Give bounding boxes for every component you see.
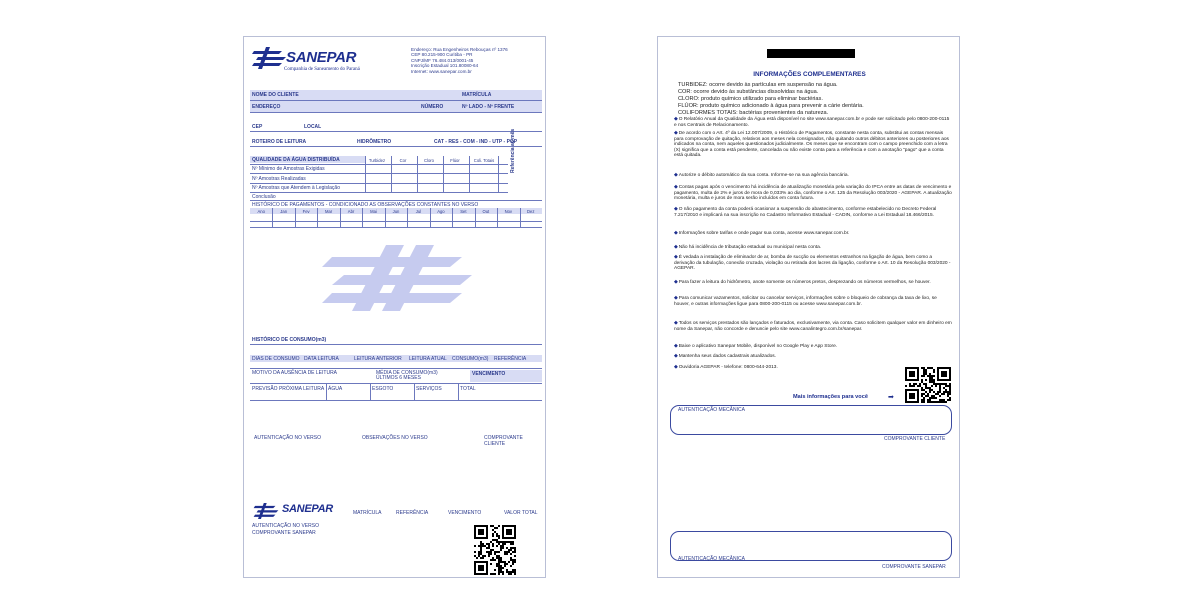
payment-month-header: Jun	[392, 209, 400, 214]
quality-row-label: Nº Amostras Realizadas	[252, 176, 306, 182]
drop-bullet-icon: ◆	[674, 280, 678, 285]
info-item: ◆O Relatório Anual da Qualidade da Água está disponível no site www.sanepar.com.br e pode ser solicitado pelo 0800-200-0115 e nos Centrais de Relacionamento.	[674, 117, 950, 128]
sanepar-logo-icon	[252, 47, 286, 69]
average-consumption-sub: ÚLTIMOS 6 MESES	[376, 375, 421, 381]
services-label: SERVIÇOS	[416, 386, 442, 392]
definitions-block: TURBIDEZ: ocorre devido às partículas em suspensão na água. COR: ocorre devido às substâncias dissolvidas na água. CLORO: produto químico utilizado para eliminar bactérias. FLÚOR: produto químico adicionado à água para prevenir a cárie dentária. COLIFORMES TOTAIS: bactérias provenientes da natureza.	[678, 82, 864, 116]
payment-month-header: Dez	[527, 209, 535, 214]
customer-name-label: NOME DO CLIENTE	[252, 92, 299, 98]
water-label: ÁGUA	[328, 386, 343, 392]
customer-receipt-label: COMPROVANTE CLIENTE	[484, 435, 523, 447]
reference-month-label: Referência ao mês	[510, 128, 516, 173]
reference-label: REFERÊNCIA	[494, 356, 527, 362]
payment-month-header: Ago	[437, 209, 445, 214]
registration-label: MATRÍCULA	[462, 92, 492, 98]
sewage-label: ESGOTO	[372, 386, 394, 392]
quality-col: Cloro	[423, 158, 434, 163]
info-item: ◆Não há incidência de tributação estadual ou municipal nesta conta.	[674, 245, 822, 250]
quality-row-label: Nº Mínimo de Amostras Exigidas	[252, 166, 325, 172]
stub-reference-label: REFERÊNCIA	[396, 510, 429, 516]
stub-registration-label: MATRÍCULA	[353, 510, 382, 516]
quality-row-label: Nº Amostras que Atendem à Legislação	[252, 185, 340, 191]
info-item: ◆Informações sobre tarifas e onde pagar sua conta, acesse www.sanepar.com.br.	[674, 231, 850, 236]
payment-month-header: Fev	[302, 209, 310, 214]
consumption-days-label: DIAS DE CONSUMO	[252, 356, 300, 362]
more-info-label: Mais informações para você	[793, 394, 868, 400]
previous-reading-label: LEITURA ANTERIOR	[354, 356, 402, 362]
redacted-bar	[767, 49, 855, 58]
water-quality-title: QUALIDADE DA ÁGUA DISTRIBUÍDA	[252, 157, 340, 163]
payment-qr-code-icon	[474, 525, 516, 575]
zip-label: CEP	[252, 124, 263, 130]
average-consumption-label: MÉDIA DE CONSUMO(m3)	[376, 370, 438, 376]
payment-month-header: Mar	[324, 209, 333, 214]
drop-bullet-icon: ◆	[674, 344, 678, 349]
quality-col: Cor	[399, 158, 407, 163]
authentication-note: AUTENTICAÇÃO NO VERSO	[254, 435, 321, 441]
drop-bullet-icon: ◆	[674, 173, 678, 178]
reading-route-label: ROTEIRO DE LEITURA	[252, 139, 307, 145]
quality-col: Flúor	[450, 158, 460, 163]
info-item: ◆Para comunicar vazamentos, solicitar ou cancelar serviços, informações sobre o bloqueio de cobrança da taxa de lixo, se houver, e outras informações ligue para 0800-200-0115 ou acesse www.sanepar.com.br.	[674, 296, 937, 307]
drop-bullet-icon: ◆	[674, 296, 678, 301]
category-label: CAT - RES - COM - IND - UTP - POP	[434, 139, 518, 145]
quality-col: Coli. Totais	[473, 158, 495, 163]
info-item: ◆Contas pagas após o vencimento há incidência de atualização monetária pela variação do IPCA entre as datas de vencimento e pagamento, multa de 2% e juros de mora de 0,033% ao dia, conforme o Art. 125 da Resolução 003/2020 - AGEPAR. A atualização monetária, multa e juros de mora serão incluídos em conta futura.	[674, 185, 952, 202]
consumption-label: CONSUMO(m3)	[452, 356, 489, 362]
side-label: Nº LADO - Nº FRENTE	[462, 104, 515, 110]
drop-bullet-icon: ◆	[674, 321, 678, 326]
missing-reading-reason-label: MOTIVO DA AUSÊNCIA DE LEITURA	[252, 370, 338, 376]
drop-bullet-icon: ◆	[674, 117, 678, 122]
stub-due-date-label: VENCIMENTO	[448, 510, 482, 516]
current-reading-label: LEITURA ATUAL	[409, 356, 447, 362]
next-reading-label: PREVISÃO PRÓXIMA LEITURA	[252, 386, 325, 392]
payment-month-header: Abr	[347, 209, 355, 214]
info-qr-code-icon	[905, 367, 951, 403]
info-item: ◆Para fazer a leitura do hidrômetro, anote somente os números pretos, desprezando os números vermelhos, se houver.	[674, 280, 931, 285]
complementary-info-title: INFORMAÇÕES COMPLEMENTARES	[753, 71, 866, 78]
meter-label: HIDRÔMETRO	[357, 139, 392, 145]
drop-bullet-icon: ◆	[674, 131, 678, 136]
info-item: ◆De acordo com o Art. 4º da Lei 12.007/2009, o Histórico de Pagamentos, constante nesta conta, substitui as contas mensais para comprovação de quitação, relativos aos meses nela consignados, não quitando outros débitos anteriores ou posteriores aos indicados na conta, nem aqueles questionados judicialmente. Os meses que se encontram com o campo preenchido com a letra (X) significa que a conta está pendente, cancelada ou não existe conta para a referência e com a anotação "pago" que a conta está quitada.	[674, 131, 949, 159]
payment-month-header: Out	[482, 209, 490, 214]
bill-front	[243, 36, 546, 578]
mechanical-authentication-label-2: AUTENTICAÇÃO MECÂNICA	[678, 556, 745, 562]
stub-total-label: VALOR TOTAL	[504, 510, 538, 516]
payment-history-title: HISTÓRICO DE PAGAMENTOS - CONDICIONADO AS OBSERVAÇÕES CONSTANTES NO VERSO	[252, 202, 479, 208]
payment-month-header: Set	[460, 209, 467, 214]
drop-bullet-icon: ◆	[674, 231, 678, 236]
reading-date-label: DATA LEITURA	[304, 356, 339, 362]
observations-note: OBSERVAÇÕES NO VERSO	[362, 435, 428, 441]
drop-bullet-icon: ◆	[674, 185, 678, 190]
payment-month-header: Jul	[415, 209, 422, 214]
due-date-label: VENCIMENTO	[472, 371, 506, 377]
back-sanepar-receipt-label: COMPROVANTE SANEPAR	[882, 564, 946, 570]
drop-bullet-icon: ◆	[674, 255, 678, 260]
bill-back	[657, 36, 960, 578]
drop-bullet-icon: ◆	[674, 354, 678, 359]
drop-bullet-icon: ◆	[674, 207, 678, 212]
stub-brand-name: SANEPAR	[282, 503, 333, 515]
payment-month-header: Jan	[280, 209, 288, 214]
drop-bullet-icon: ◆	[674, 245, 678, 250]
address-label: ENDEREÇO	[252, 104, 281, 110]
sanepar-watermark-icon	[322, 245, 472, 311]
brand-name: SANEPAR	[286, 49, 357, 66]
info-item: ◆Autorize o débito automático da sua conta. Informe-se na sua agência bancária.	[674, 173, 849, 178]
info-item: ◆Mantenha seus dados cadastrais atualizados.	[674, 354, 777, 359]
conclusion-label: Conclusão	[252, 194, 276, 200]
info-item: ◆O não pagamento da conta poderá ocasionar a suspensão do abastecimento, conforme estabelecido no Decreto Federal 7.217/2010 e implicará na sua inscrição no Cadastro Informativo Estadual - CADIN, conforme a Lei Estadual 18.466/2015.	[674, 207, 937, 218]
back-customer-receipt-label: COMPROVANTE CLIENTE	[884, 436, 946, 442]
total-label: TOTAL	[460, 386, 476, 392]
consumption-history-title: HISTÓRICO DE CONSUMO(m3)	[252, 337, 327, 343]
stub-authentication-note: AUTENTICAÇÃO NO VERSO	[252, 523, 319, 529]
locality-label: LOCAL	[304, 124, 322, 130]
info-item: ◆Ouvidoria AGEPAR - telefone: 0800-644-2013.	[674, 365, 778, 370]
info-item: ◆Todos os serviços prestados são lançados e faturados, exclusivamente, via conta. Caso solicitem qualquer valor em dinheiro em nome da Sanepar, não concorde e denuncie pelo site www.canalintegro.com.br/sanepar.	[674, 321, 952, 332]
quality-col: Turbidez	[368, 158, 386, 163]
arrow-right-icon: ➡	[888, 394, 894, 401]
number-label: NÚMERO	[421, 104, 444, 110]
company-address: Endereço: Rua Engenheiros Rebouças nº 1376 CEP 80.215-900 Curitiba - PR CNPJ/MF 76.484.013/0001-45 Inscrição Estadual 101.80080-64 Internet: www.sanepar.com.br	[411, 47, 508, 74]
brand-subtitle: Companhia de Saneamento do Paraná	[284, 67, 360, 72]
payment-month-header: Nov	[504, 209, 513, 214]
payment-month-header: Ano	[257, 209, 265, 214]
sanepar-stub-logo-icon	[252, 503, 280, 519]
mechanical-authentication-label: AUTENTICAÇÃO MECÂNICA	[678, 407, 745, 413]
stub-sanepar-receipt-label: COMPROVANTE SANEPAR	[252, 530, 316, 536]
drop-bullet-icon: ◆	[674, 365, 678, 370]
payment-month-header: Mai	[370, 209, 377, 214]
info-item: ◆É vedada a instalação de eliminador de ar, bomba de sucção ou elementos estranhos na ligação de água, bem como a derivação da tubulação, conexão cruzada, violação ou retirada dos lacres da ligação, conforme o Art. 10 da Resolução 003/2020 - AGEPAR.	[674, 255, 951, 272]
info-item: ◆Baixe o aplicativo Sanepar Mobile, disponível no Google Play e App Store.	[674, 344, 838, 349]
